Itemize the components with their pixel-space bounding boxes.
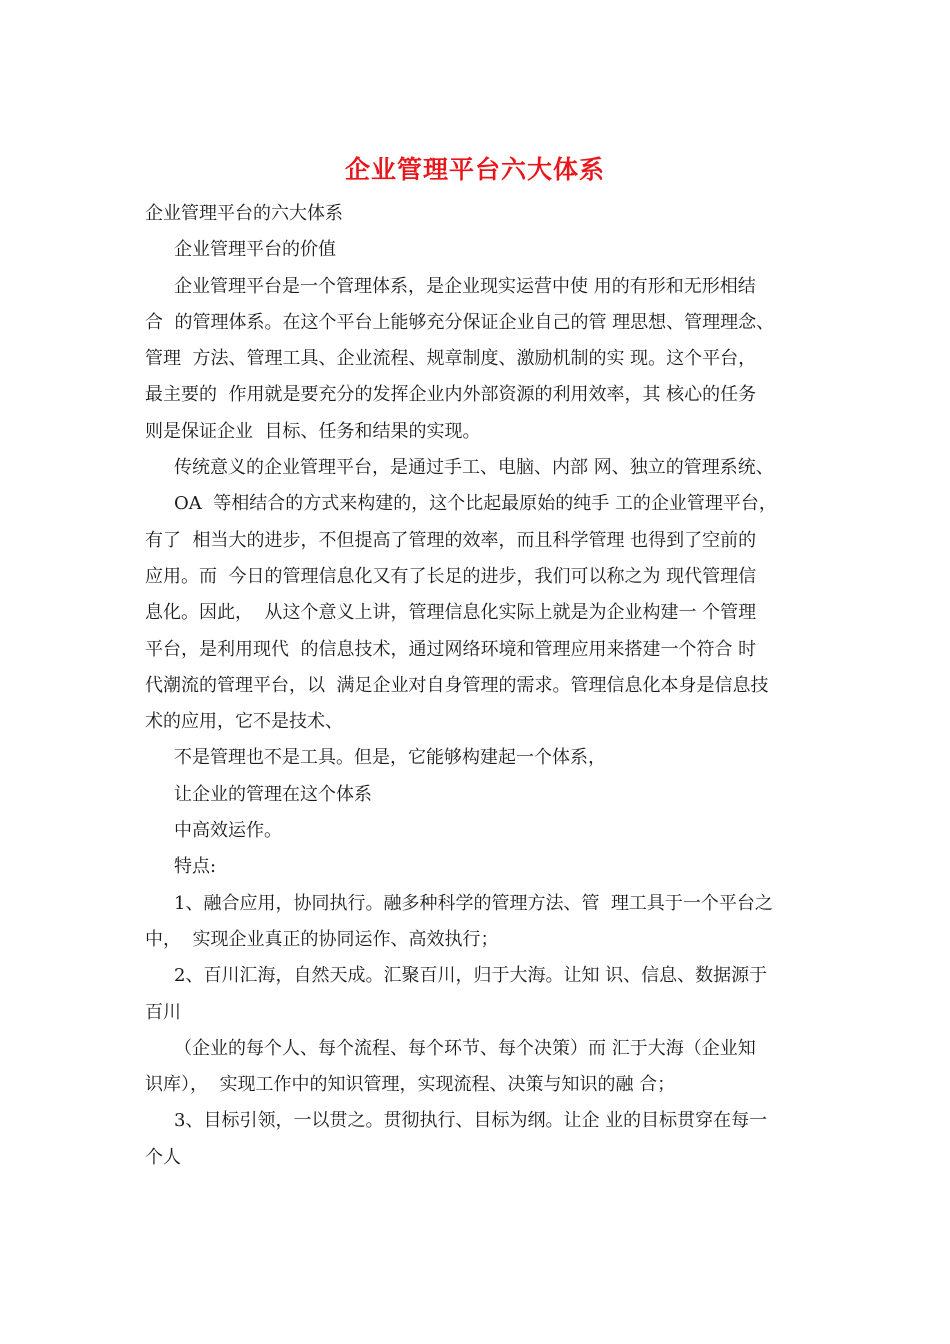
paragraph-line: 企业管理平台是一个管理体系，是企业现实运营中使 用的有形和无形相结 <box>174 275 756 297</box>
feature-item-line: 个人 <box>145 1146 181 1168</box>
paragraph-line: 中高效运作。 <box>174 820 282 842</box>
feature-item-line: 2、百川汇海，自然天成。汇聚百川，归于大海。让知 识、信息、数据源于 <box>174 965 768 987</box>
feature-item-line: 3、目标引领，一以贯之。贯彻执行、目标为纲。让企 业的目标贯穿在每一 <box>174 1110 768 1132</box>
feature-item-line: 识库）， 实现工作中的知识管理，实现流程、决策与知识的融 合； <box>145 1074 676 1096</box>
paragraph-line: 让企业的管理在这个体系 <box>174 783 372 805</box>
paragraph-line: 合 的管理体系。在这个平台上能够充分保证企业自己的管 理思想、管理理念、 <box>145 311 775 333</box>
paragraph-line: 息化。因此， 从这个意义上讲，管理信息化实际上就是为企业构建一 个管理 <box>145 602 757 624</box>
paragraph-line: 管理 方法、管理工具、企业流程、规章制度、激励机制的实 现。这个平台， <box>145 348 757 370</box>
feature-item-line: 百川 <box>145 1001 181 1023</box>
paragraph-line: 则是保证企业 目标、任务和结果的实现。 <box>145 420 481 442</box>
document-title: 企业管理平台六大体系 <box>344 155 605 184</box>
paragraph-line: 代潮流的管理平台，以 满足企业对自身管理的需求。管理信息化本身是信息技 <box>145 674 769 696</box>
paragraph-line: 有了 相当大的进步，不但提高了管理的效率，而且科学管理 也得到了空前的 <box>145 529 757 551</box>
features-heading: 特点: <box>174 856 217 878</box>
paragraph-line: OA 等相结合的方式来构建的，这个比起最原始的纯手 工的企业管理平台， <box>174 493 777 515</box>
paragraph-line: 传统意义的企业管理平台，是通过手工、电脑、内部 网、独立的管理系统、 <box>174 457 774 479</box>
subtitle-line: 企业管理平台的六大体系 <box>145 203 343 224</box>
document-body <box>145 196 810 1176</box>
paragraph-line: 不是管理也不是工具。但是，它能够构建起一个体系， <box>174 747 606 769</box>
paragraph-line: 应用。而 今日的管理信息化又有了长足的进步，我们可以称之为 现代管理信 <box>145 565 757 587</box>
paragraph-line: 平台，是利用现代 的信息技术，通过网络环境和管理应用来搭建一个符合 时 <box>145 638 757 660</box>
feature-item-line: （企业的每个人、每个流程、每个环节、每个决策）而 汇于大海（企业知 <box>174 1037 756 1059</box>
feature-item-line: 1、融合应用，协同执行。融多种科学的管理方法、管 理工具于一个平台之 <box>174 892 773 914</box>
paragraph-line: 术的应用，它不是技术、 <box>145 711 343 733</box>
paragraph-line: 最主要的 作用就是要充分的发挥企业内外部资源的利用效率，其 核心的任务 <box>145 384 757 406</box>
feature-item-line: 中， 实现企业真正的协同运作、高效执行； <box>145 928 499 950</box>
section-heading-value: 企业管理平台的价值 <box>174 239 336 261</box>
